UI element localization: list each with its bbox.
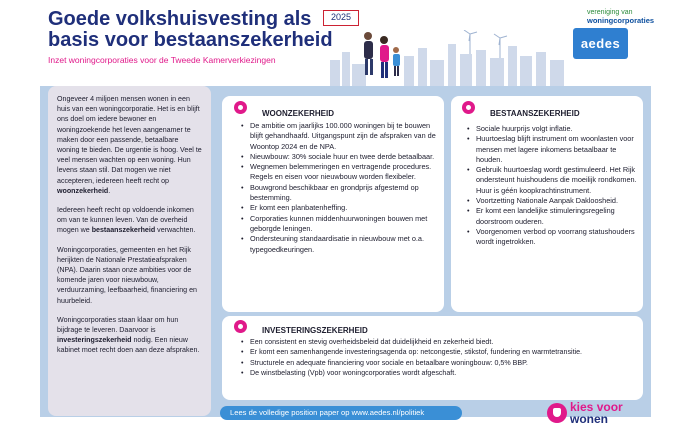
- position-paper-link[interactable]: Lees de volledige position paper op www.aedes.nl/politiek: [220, 406, 462, 420]
- woonzekerheid-marker-icon: [234, 101, 247, 114]
- list-item: • Nieuwbouw: 30% sociale huur en twee derde betaalbaar.: [240, 152, 440, 162]
- page-title: Goede volkshuisvesting als basis voor bestaanszekerheid: [48, 8, 333, 51]
- people-figures: [364, 32, 400, 78]
- aedes-logo: aedes: [573, 28, 628, 59]
- bestaanszekerheid-marker-icon: [462, 101, 475, 114]
- list-item: • Wegnemen belemmeringen en vertragende procedures. Regels en eisen voor nieuwbouw worden flexibeler.: [240, 162, 440, 183]
- list-item: • Structurele en adequate financiering voor sociale en betaalbare woningbouw: 0,5% BBP.: [240, 358, 638, 368]
- page-subtitle: Inzet woningcorporaties voor de Tweede Kamerverkiezingen: [48, 55, 276, 65]
- association-tagline: [587, 9, 654, 25]
- list-item: • Er komt een samenhangende investeringsagenda op: netcongestie, stikstof, fundering en warmtetransitie.: [240, 347, 638, 357]
- intro-paragraph-3: Woningcorporaties, gemeenten en het Rijk herijkten de Nationale Prestatieafspraken (NPA). Daarin staan onze ambities voor de komende jaren voor nieuwbouw, verduurzaming, leefbaarheid, financiering en huurbeleid.: [57, 245, 197, 305]
- list-item: • De ambitie om jaarlijks 100.000 woningen bij te bouwen blijft gehandhaafd. Uitgangspunt zijn de afspraken van de Woontop 2024 en de NPA.: [240, 121, 440, 152]
- house-pin-icon: [547, 403, 567, 423]
- list-item: • Er komt een landelijke stimuleringsregeling doorstroom ouderen.: [466, 206, 638, 227]
- woonzekerheid-list: [240, 121, 440, 255]
- list-item: • De winstbelasting (Vpb) voor woningcorporaties wordt afgeschaft.: [240, 368, 638, 378]
- investeringszekerheid-list: [240, 337, 638, 378]
- campaign-line2: wonen: [570, 412, 608, 426]
- protest-sign: 2025: [323, 10, 359, 26]
- list-item: • Voortzetting Nationale Aanpak Dakloosheid.: [466, 196, 638, 206]
- campaign-line1: kies voor: [570, 400, 623, 414]
- investeringszekerheid-marker-icon: [234, 320, 247, 333]
- list-item: • Bouwgrond beschikbaar en grondprijs afgestemd op bestemming.: [240, 183, 440, 204]
- investeringszekerheid-heading: INVESTERINGSZEKERHEID: [262, 326, 368, 335]
- list-item: • Corporaties kunnen middenhuurwoningen bouwen met geborgde leningen.: [240, 214, 440, 235]
- association-line2: woningcorporaties: [587, 16, 655, 25]
- list-item: • Voorgenomen verbod op voorrang statushouders wordt ingetrokken.: [466, 227, 638, 248]
- association-line1: vereniging van: [587, 9, 633, 16]
- bestaanszekerheid-list: [466, 124, 638, 248]
- list-item: • Sociale huurprijs volgt inflatie.: [466, 124, 638, 134]
- list-item: • Er komt een planbatenheffing.: [240, 203, 440, 213]
- list-item: • Huurtoeslag blijft instrument om woonlasten voor mensen met lagere inkomens betaalbaar te houden.: [466, 134, 638, 165]
- intro-paragraph-4: Woningcorporaties staan klaar om hun bijdrage te leveren. Daarvoor is investeringszekerheid nodig. Een nieuw kabinet moet recht doen aan deze afspraken.: [57, 315, 200, 355]
- intro-column: [48, 86, 211, 416]
- intro-paragraph-2: Iedereen heeft recht op voldoende inkomen om van te kunnen leven. Van de overheid mogen we bestaanszekerheid verwachten.: [57, 206, 196, 235]
- intro-paragraph-1: Ongeveer 4 miljoen mensen wonen in een huis van een woningcorporatie. Het is en blijft ons doel om iedere bewoner en woningzoekende het leven aangenamer te maken door een passende, betaalbare woning te bieden. De urgentie is hoog. Veel te veel mensen wachten op een woning. Hun levens staan stil. Dat mogen we niet accepteren, iedereen heeft recht op woonzekerheid.: [57, 95, 202, 195]
- kies-voor-wonen-logo: [547, 401, 637, 431]
- bestaanszekerheid-heading: BESTAANSZEKERHEID: [490, 109, 580, 118]
- woonzekerheid-heading: WOONZEKERHEID: [262, 109, 334, 118]
- skyline-illustration: [330, 30, 564, 88]
- list-item: • Een consistent en stevig overheidsbeleid dat duidelijkheid en zekerheid biedt.: [240, 337, 638, 347]
- list-item: • Gebruik huurtoeslag wordt gestimuleerd. Het Rijk ondersteunt huishoudens die moeilijk rondkomen. Huur is géén koopkrachtinstrument.: [466, 165, 638, 196]
- list-item: • Ondersteuning standaardisatie in nieuwbouw met o.a. typegoedkeuringen.: [240, 234, 440, 255]
